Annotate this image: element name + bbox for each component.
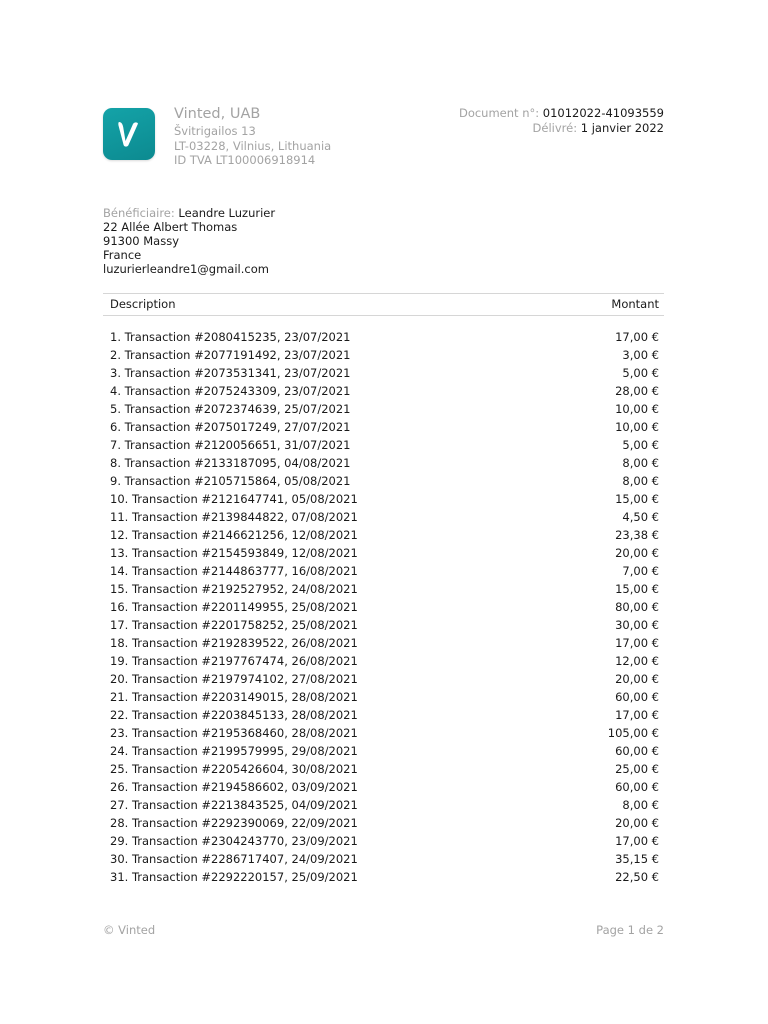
table-row xyxy=(103,490,664,508)
row-description: 28. Transaction #2292390069, 22/09/2021 xyxy=(110,816,358,830)
row-amount: 12,00 € xyxy=(615,654,659,668)
row-amount: 17,00 € xyxy=(615,708,659,722)
table-row xyxy=(103,328,664,346)
vinted-logo-icon xyxy=(103,108,155,160)
recipient-email: luzurierleandre1@gmail.com xyxy=(103,262,269,276)
document-number-label: Document n°: xyxy=(458,106,540,120)
row-description: 21. Transaction #2203149015, 28/08/2021 xyxy=(110,690,358,704)
row-amount: 35,15 € xyxy=(615,852,659,866)
document-issued-label: Délivré: xyxy=(532,120,578,135)
row-amount: 17,00 € xyxy=(615,636,659,650)
row-description: 31. Transaction #2292220157, 25/09/2021 xyxy=(110,870,358,884)
recipient-name-line xyxy=(103,206,275,220)
table-row xyxy=(103,580,664,598)
row-description: 27. Transaction #2213843525, 04/09/2021 xyxy=(110,798,358,812)
row-amount: 5,00 € xyxy=(622,438,659,452)
row-amount: 4,50 € xyxy=(622,510,659,524)
recipient-name: Leandre Luzurier xyxy=(178,206,276,220)
table-body xyxy=(103,316,664,886)
row-description: 13. Transaction #2154593849, 12/08/2021 xyxy=(110,546,358,560)
row-description: 16. Transaction #2201149955, 25/08/2021 xyxy=(110,600,358,614)
row-description: 18. Transaction #2192839522, 26/08/2021 xyxy=(110,636,358,650)
row-description: 23. Transaction #2195368460, 28/08/2021 xyxy=(110,726,358,740)
table-row xyxy=(103,868,664,886)
document-issued-date: 1 janvier 2022 xyxy=(580,120,664,135)
table-row xyxy=(103,436,664,454)
row-amount: 17,00 € xyxy=(615,330,659,344)
company-city: LT-03228, Vilnius, Lithuania xyxy=(174,138,332,153)
row-amount: 20,00 € xyxy=(615,816,659,830)
table-row xyxy=(103,796,664,814)
row-amount: 25,00 € xyxy=(615,762,659,776)
row-description: 29. Transaction #2304243770, 23/09/2021 xyxy=(110,834,358,848)
recipient-block xyxy=(103,206,275,276)
table-row xyxy=(103,598,664,616)
header-description: Description xyxy=(110,297,176,311)
table-row xyxy=(103,688,664,706)
document-number-line xyxy=(459,106,664,121)
table-row xyxy=(103,418,664,436)
table-row xyxy=(103,562,664,580)
row-description: 10. Transaction #2121647741, 05/08/2021 xyxy=(110,492,358,506)
row-amount: 8,00 € xyxy=(622,798,659,812)
table-row xyxy=(103,508,664,526)
row-amount: 7,00 € xyxy=(622,564,659,578)
row-description: 4. Transaction #2075243309, 23/07/2021 xyxy=(110,384,351,398)
row-description: 26. Transaction #2194586602, 03/09/2021 xyxy=(110,780,358,794)
recipient-city: 91300 Massy xyxy=(103,234,179,248)
table-row xyxy=(103,850,664,868)
row-amount: 10,00 € xyxy=(615,402,659,416)
transactions-table xyxy=(103,293,664,886)
row-description: 14. Transaction #2144863777, 16/08/2021 xyxy=(110,564,358,578)
table-row xyxy=(103,832,664,850)
row-amount: 105,00 € xyxy=(607,726,659,740)
table-row xyxy=(103,454,664,472)
table-row xyxy=(103,346,664,364)
row-description: 5. Transaction #2072374639, 25/07/2021 xyxy=(110,402,351,416)
row-amount: 8,00 € xyxy=(622,474,659,488)
table-row xyxy=(103,634,664,652)
row-amount: 23,38 € xyxy=(615,528,659,542)
row-description: 15. Transaction #2192527952, 24/08/2021 xyxy=(110,582,358,596)
row-amount: 60,00 € xyxy=(615,690,659,704)
table-row xyxy=(103,616,664,634)
row-amount: 30,00 € xyxy=(615,618,659,632)
table-row xyxy=(103,472,664,490)
row-amount: 3,00 € xyxy=(622,348,659,362)
table-row xyxy=(103,706,664,724)
row-amount: 80,00 € xyxy=(615,600,659,614)
document-issued-line xyxy=(459,121,664,136)
table-row xyxy=(103,544,664,562)
row-description: 1. Transaction #2080415235, 23/07/2021 xyxy=(110,330,351,344)
row-amount: 17,00 € xyxy=(615,834,659,848)
table-row xyxy=(103,670,664,688)
document-number: 01012022-41093559 xyxy=(542,106,664,120)
recipient-country: France xyxy=(103,248,142,262)
row-description: 25. Transaction #2205426604, 30/08/2021 xyxy=(110,762,358,776)
company-name: Vinted, UAB xyxy=(174,106,261,122)
row-description: 3. Transaction #2073531341, 23/07/2021 xyxy=(110,366,351,380)
row-description: 12. Transaction #2146621256, 12/08/2021 xyxy=(110,528,358,542)
row-amount: 10,00 € xyxy=(615,420,659,434)
table-row xyxy=(103,814,664,832)
row-description: 9. Transaction #2105715864, 05/08/2021 xyxy=(110,474,351,488)
row-description: 7. Transaction #2120056651, 31/07/2021 xyxy=(110,438,351,452)
header-amount: Montant xyxy=(611,297,659,311)
table-row xyxy=(103,526,664,544)
recipient-street: 22 Allée Albert Thomas xyxy=(103,220,238,234)
row-amount: 28,00 € xyxy=(615,384,659,398)
row-amount: 5,00 € xyxy=(622,366,659,380)
row-amount: 60,00 € xyxy=(615,780,659,794)
row-description: 20. Transaction #2197974102, 27/08/2021 xyxy=(110,672,358,686)
table-row xyxy=(103,364,664,382)
table-row xyxy=(103,742,664,760)
row-description: 8. Transaction #2133187095, 04/08/2021 xyxy=(110,456,351,470)
row-description: 17. Transaction #2201758252, 25/08/2021 xyxy=(110,618,358,632)
row-description: 24. Transaction #2199579995, 29/08/2021 xyxy=(110,744,358,758)
table-row xyxy=(103,400,664,418)
company-info xyxy=(174,106,331,168)
row-description: 19. Transaction #2197767474, 26/08/2021 xyxy=(110,654,358,668)
row-description: 2. Transaction #2077191492, 23/07/2021 xyxy=(110,348,351,362)
table-row xyxy=(103,760,664,778)
row-amount: 20,00 € xyxy=(615,672,659,686)
recipient-label: Bénéficiaire: xyxy=(103,206,175,220)
row-description: 6. Transaction #2075017249, 27/07/2021 xyxy=(110,420,351,434)
table-row xyxy=(103,724,664,742)
company-street: Švitrigailos 13 xyxy=(174,124,256,138)
document-meta xyxy=(459,106,664,135)
row-description: 22. Transaction #2203845133, 28/08/2021 xyxy=(110,708,358,722)
table-row xyxy=(103,382,664,400)
table-header xyxy=(103,293,664,316)
row-description: 30. Transaction #2286717407, 24/09/2021 xyxy=(110,852,358,866)
row-amount: 15,00 € xyxy=(615,582,659,596)
footer-page-number: Page 1 de 2 xyxy=(596,923,664,937)
row-amount: 22,50 € xyxy=(615,870,659,884)
row-amount: 60,00 € xyxy=(615,744,659,758)
footer-copyright: © Vinted xyxy=(103,923,156,937)
table-row xyxy=(103,652,664,670)
company-vat: ID TVA LT100006918914 xyxy=(174,153,316,167)
row-amount: 20,00 € xyxy=(615,546,659,560)
row-description: 11. Transaction #2139844822, 07/08/2021 xyxy=(110,510,358,524)
row-amount: 15,00 € xyxy=(615,492,659,506)
row-amount: 8,00 € xyxy=(622,456,659,470)
table-row xyxy=(103,778,664,796)
